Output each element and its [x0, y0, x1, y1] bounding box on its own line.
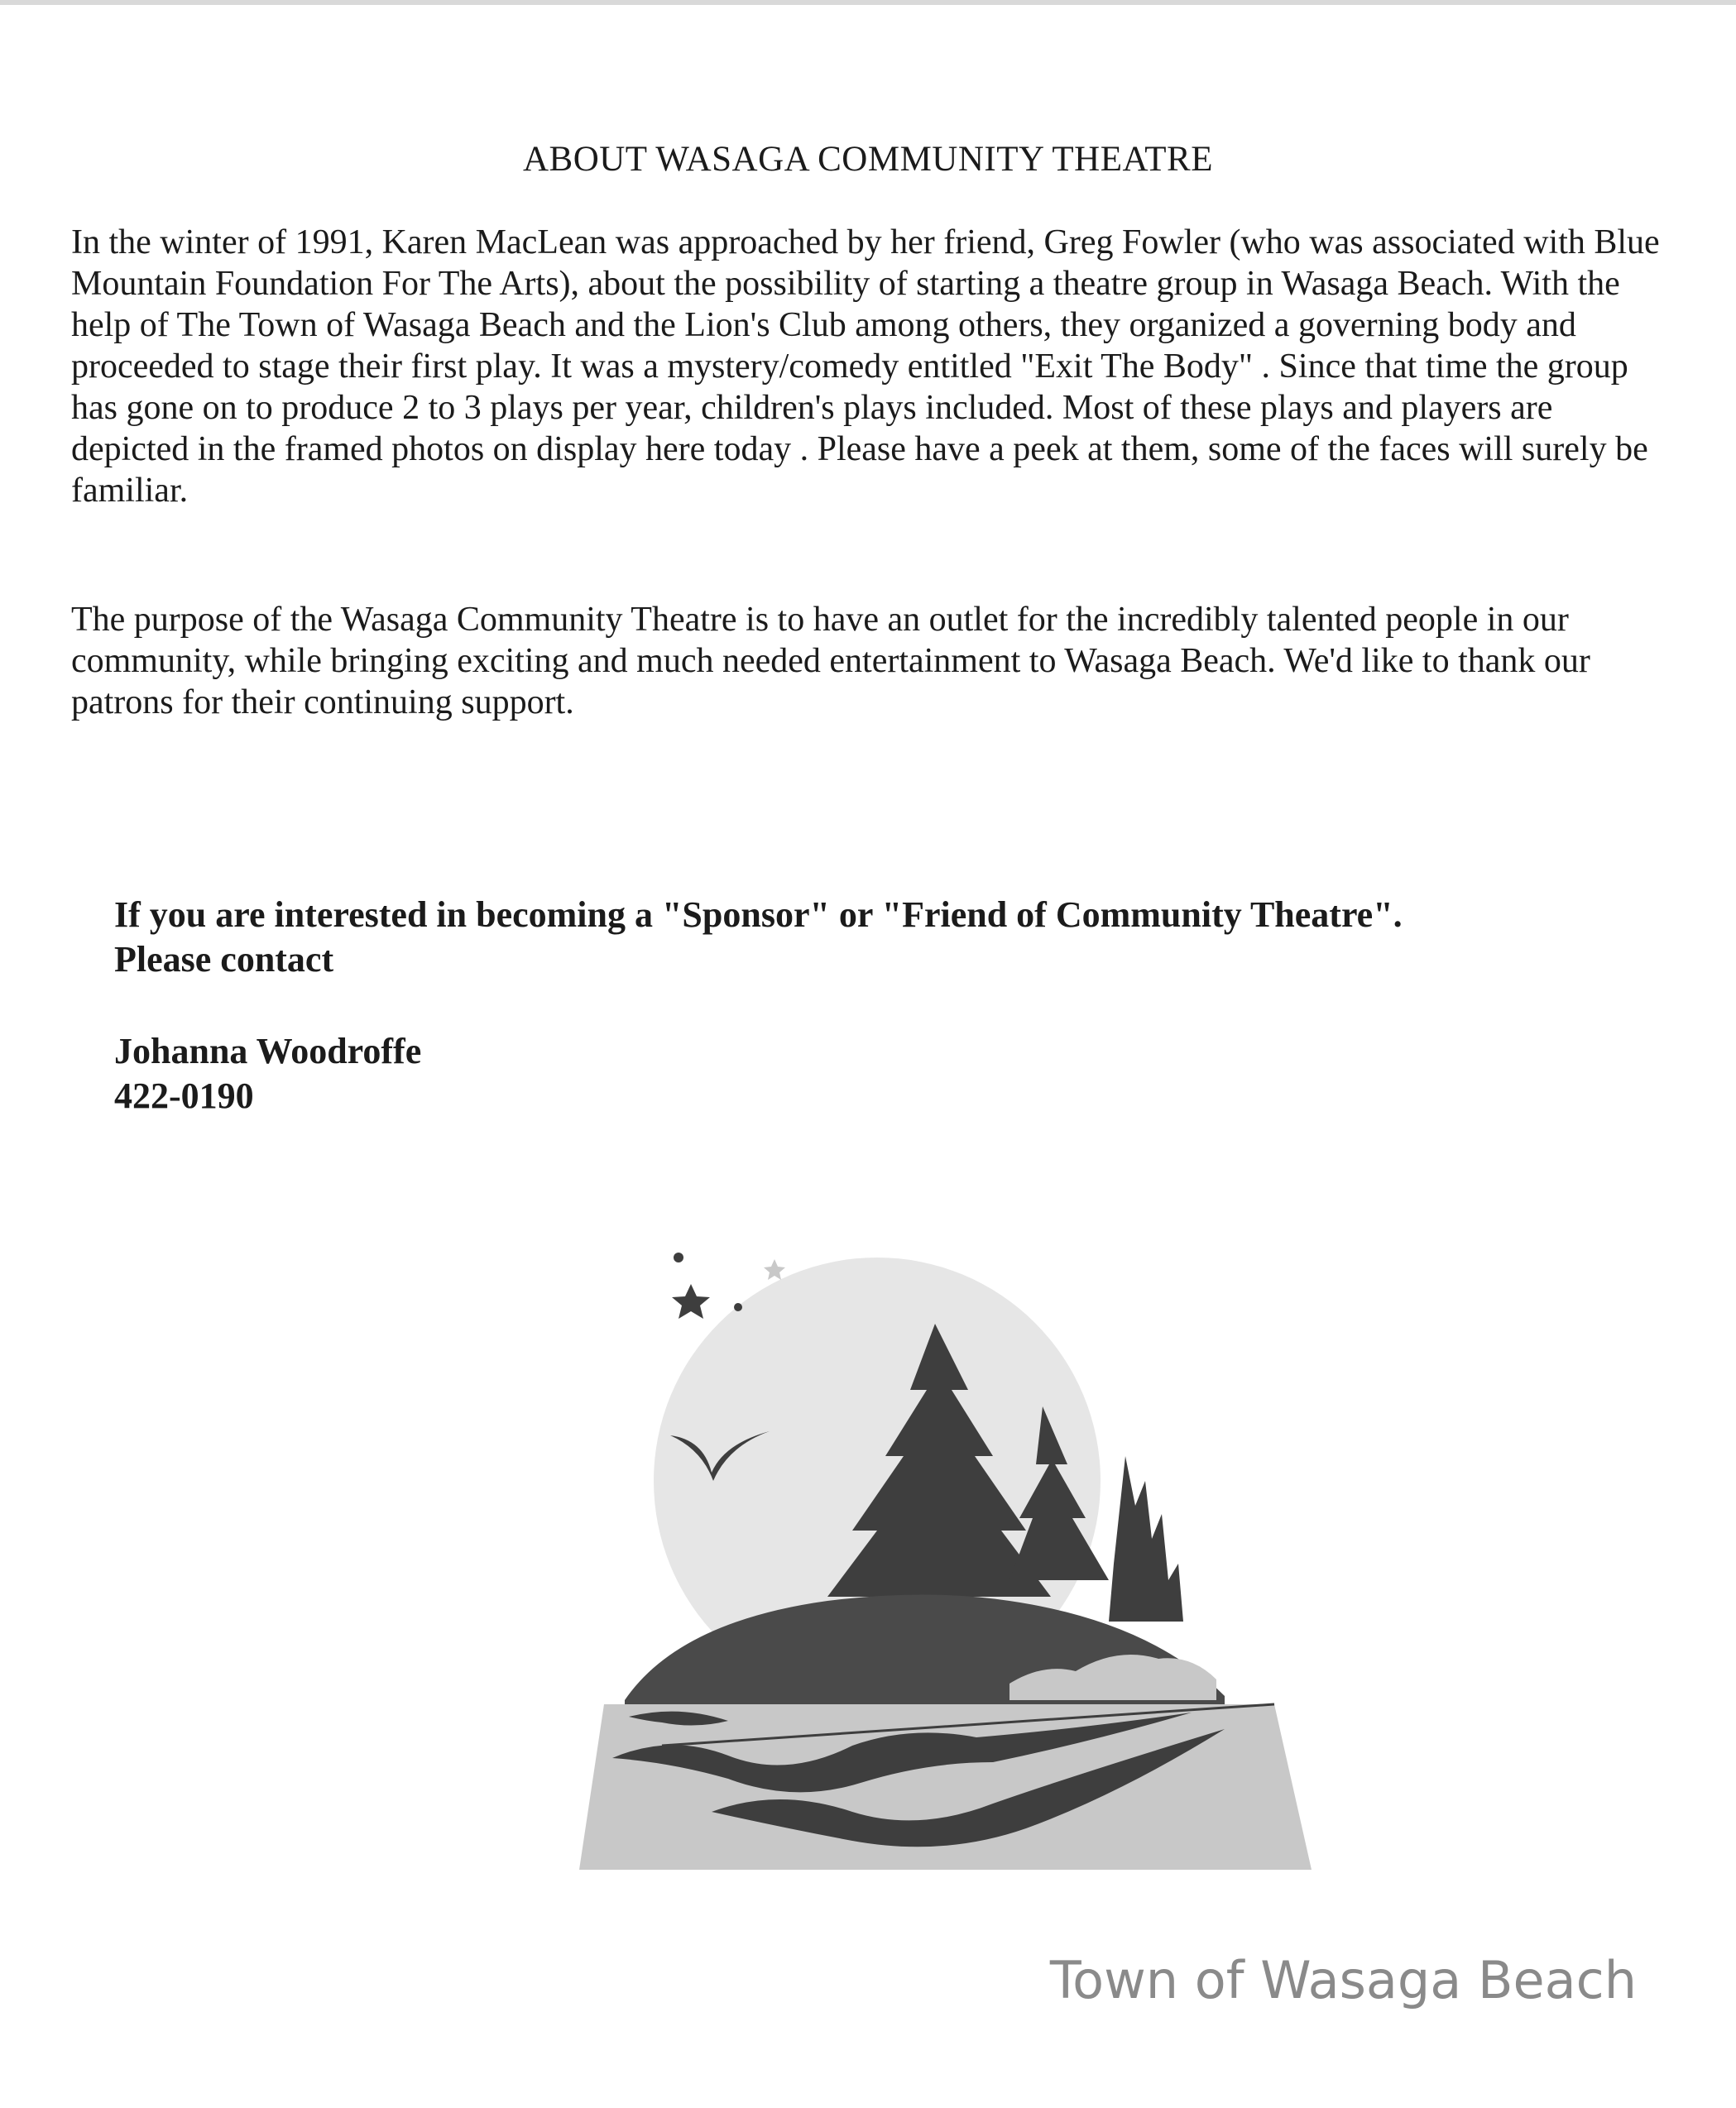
page-title: ABOUT WASAGA COMMUNITY THEATRE [522, 140, 1214, 179]
sponsor-interest-text: If you are interested in becoming a "Sponsor" or "Friend of Community Theatre". [114, 894, 1403, 935]
star-icon [764, 1259, 785, 1280]
contact-name: Johanna Woodroffe [114, 1031, 422, 1071]
theatre-logo-icon [579, 1233, 1407, 1911]
star-dot [734, 1303, 742, 1311]
star-icon [672, 1284, 710, 1319]
watermark: Town of Wasaga Beach [1049, 1950, 1637, 2010]
contact-phone: 422-0190 [114, 1076, 254, 1116]
page-top-edge [0, 0, 1736, 5]
tree-shape [1109, 1456, 1183, 1622]
purpose-paragraph: The purpose of the Wasaga Community Theatre is to have an outlet for the incredibly talented people in our community, while bringing exciting and much needed entertainment to Wasaga Beach. We'd like to thank our patrons for their continuing support. [71, 601, 1590, 721]
history-paragraph: In the winter of 1991, Karen MacLean was approached by her friend, Greg Fowler (who was associated with Blue Mountain Foundation For The Arts), about the possibility of starting a theatre group in Wasaga Beach. With the help of The Town of Wasaga Beach and the Lion's Club among others, they organized a governing body and proceeded to stage their first play. It was a mystery/comedy entitled "Exit The Body" . Since that time the group has gone on to produce 2 to 3 plays per year, children's plays included. Most of these plays and players are depicted in the framed photos on display here today . Please have a peek at them, some of the faces will surely be familiar. [71, 223, 1660, 510]
contact-prompt: Please contact [114, 939, 334, 980]
star-dot [674, 1253, 683, 1262]
